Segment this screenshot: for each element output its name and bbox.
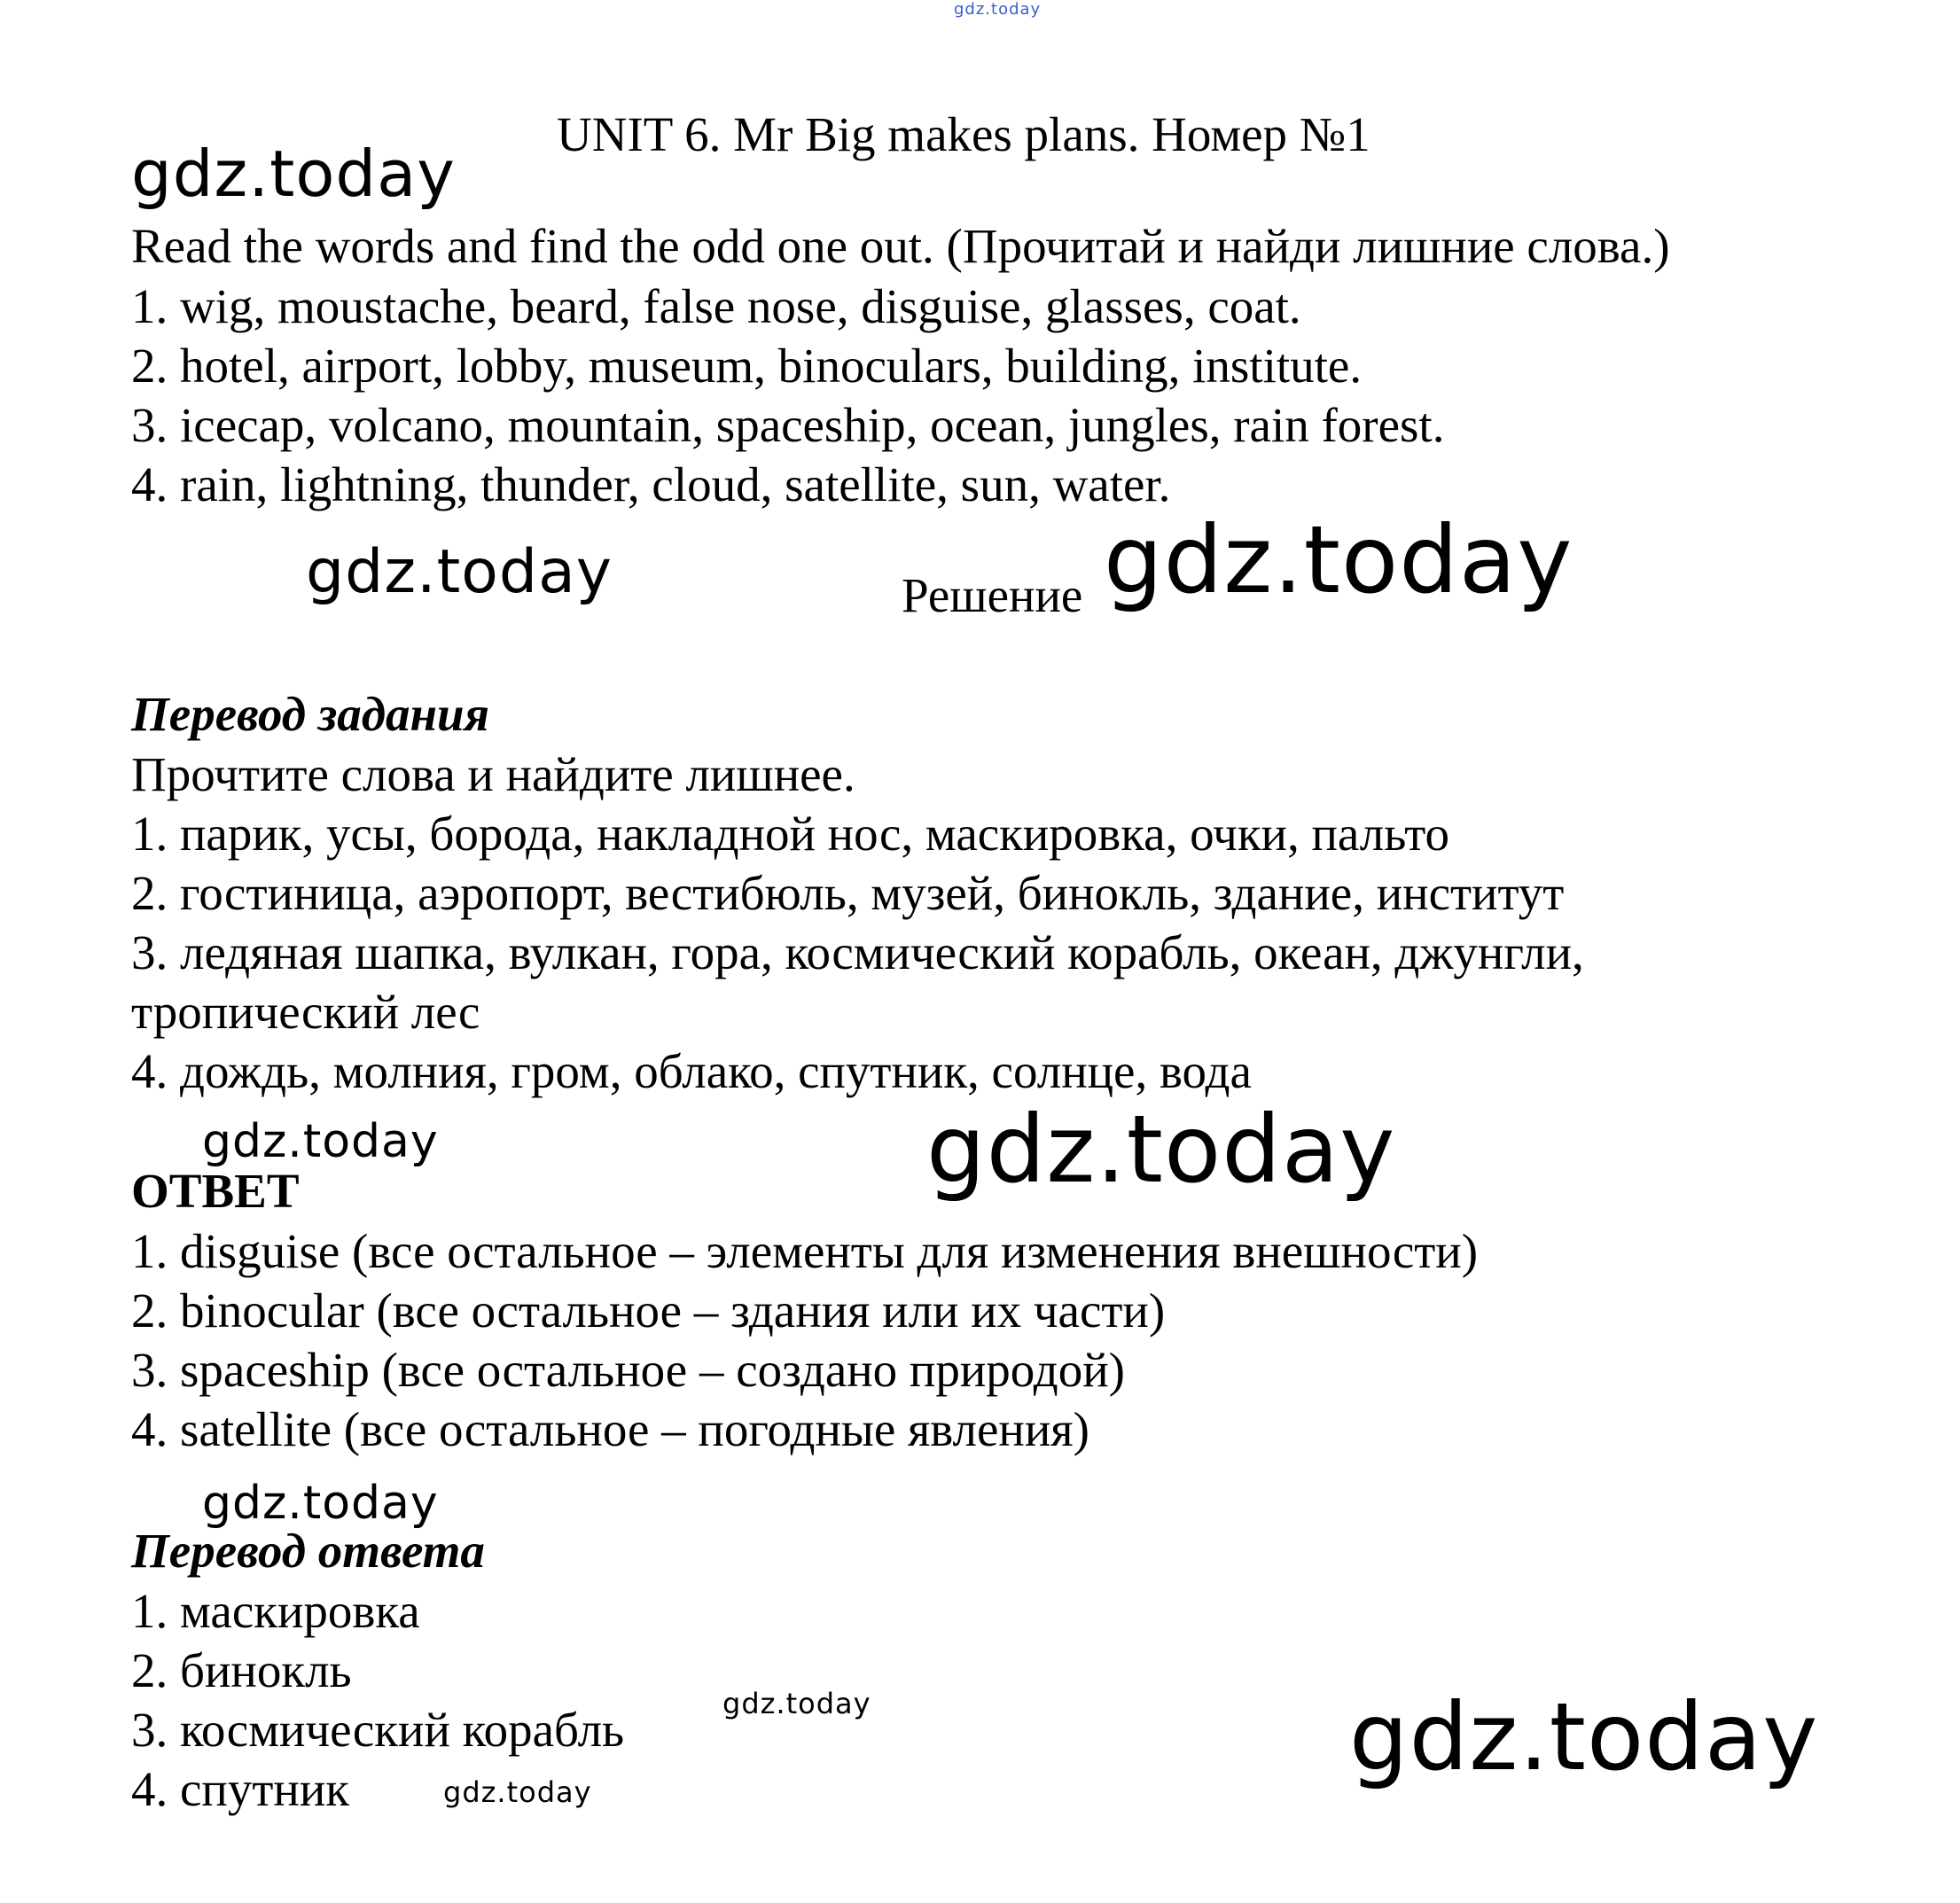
task-translation-item: 4. дождь, молния, гром, облако, спутник, солнце, вода <box>131 1044 1252 1098</box>
watermark: gdz.today <box>202 1477 439 1530</box>
answer-translation-item: 1. маскировка <box>131 1584 420 1638</box>
watermark: gdz.today <box>131 136 456 211</box>
watermark-top: gdz.today <box>954 0 1042 19</box>
answer-item: 3. spaceship (все остальное – создано природой) <box>131 1343 1125 1397</box>
watermark: gdz.today <box>1104 506 1573 614</box>
answer-translation-item: 2. бинокль <box>131 1643 352 1697</box>
watermark: gdz.today <box>443 1775 592 1809</box>
watermark: gdz.today <box>202 1115 439 1168</box>
solution-label: Решение <box>902 568 1083 622</box>
watermark: gdz.today <box>722 1687 871 1720</box>
watermark: gdz.today <box>926 1096 1396 1204</box>
answer-item: 1. disguise (все остальное – элементы для изменения внешности) <box>131 1224 1479 1278</box>
watermark: gdz.today <box>1349 1683 1819 1791</box>
answer-item: 2. binocular (все остальное – здания или их части) <box>131 1283 1166 1338</box>
task-item: 3. icecap, volcano, mountain, spaceship, ocean, jungles, rain forest. <box>131 398 1445 452</box>
task-instruction: Read the words and find the odd one out. (Прочитай и найди лишние слова.) <box>131 219 1670 273</box>
task-translation-item: тропический лес <box>131 985 480 1039</box>
task-translation-intro: Прочтите слова и найдите лишнее. <box>131 747 855 801</box>
task-translation-item: 1. парик, усы, борода, накладной нос, маскировка, очки, пальто <box>131 807 1450 861</box>
answer-translation-heading: Перевод ответа <box>131 1524 485 1578</box>
task-translation-heading: Перевод задания <box>131 687 489 741</box>
watermark: gdz.today <box>306 537 613 607</box>
task-item: 1. wig, moustache, beard, false nose, disguise, glasses, coat. <box>131 279 1301 333</box>
answer-item: 4. satellite (все остальное – погодные явления) <box>131 1402 1089 1456</box>
answer-heading: ОТВЕТ <box>131 1164 300 1218</box>
answer-translation-item: 3. космический корабль <box>131 1703 625 1757</box>
task-item: 4. rain, lightning, thunder, cloud, satellite, sun, water. <box>131 457 1171 511</box>
page-title: UNIT 6. Mr Big makes plans. Номер №1 <box>557 107 1370 161</box>
task-translation-item: 3. ледяная шапка, вулкан, гора, космический корабль, океан, джунгли, <box>131 925 1584 979</box>
answer-translation-item: 4. спутник <box>131 1762 349 1816</box>
task-translation-item: 2. гостиница, аэропорт, вестибюль, музей, бинокль, здание, институт <box>131 866 1565 920</box>
task-item: 2. hotel, airport, lobby, museum, binoculars, building, institute. <box>131 339 1363 393</box>
